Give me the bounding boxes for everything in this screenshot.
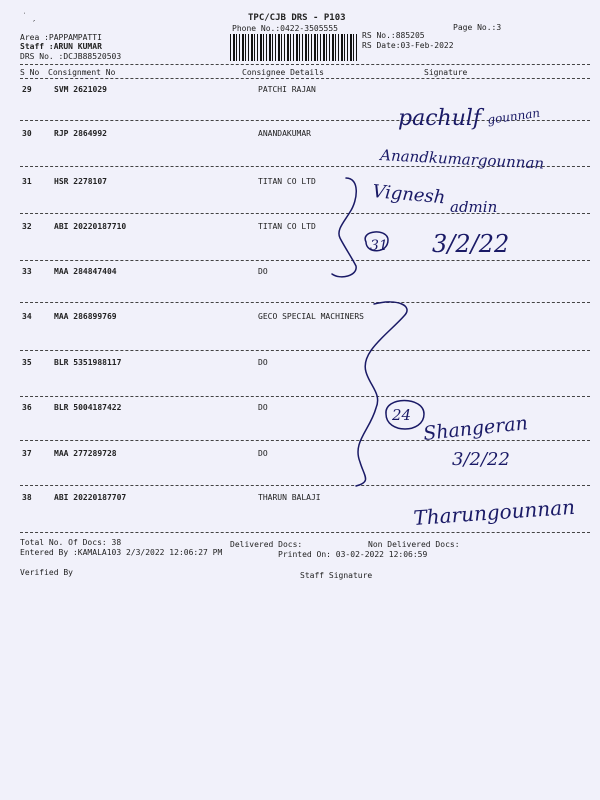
- circle-32: [365, 232, 388, 251]
- sig-32-date: 3/2/22: [432, 230, 510, 258]
- row-divider: [20, 213, 590, 214]
- row-consignee: GECO SPECIAL MACHINERS: [258, 312, 364, 321]
- row-sno: 29: [22, 85, 32, 94]
- row-divider: [20, 260, 590, 261]
- row-sno: 30: [22, 129, 32, 138]
- sig-29a: pachulf: [398, 106, 482, 131]
- header-rule-bottom: [20, 78, 590, 79]
- row-consignment: HSR 2278107: [54, 177, 107, 186]
- area-label: Area :PAPPAMPATTI: [20, 33, 102, 42]
- row-consignee: DO: [258, 267, 268, 276]
- row-divider: [20, 350, 590, 351]
- row-consignee: DO: [258, 358, 268, 367]
- row-divider: [20, 166, 590, 167]
- non-delivered-docs: Non Delivered Docs:: [368, 540, 460, 549]
- row-consignee: DO: [258, 403, 268, 412]
- row-divider: [20, 396, 590, 397]
- header-rule: [20, 64, 590, 65]
- row-divider: [20, 485, 590, 486]
- entered-by: Entered By :KAMALA103 2/3/2022 12:06:27 PM: [20, 548, 223, 557]
- row-sno: 33: [22, 267, 32, 276]
- row-consignment: MAA 286899769: [54, 312, 117, 321]
- printed-on: Printed On: 03-02-2022 12:06:59: [278, 550, 428, 559]
- row-sno: 37: [22, 449, 32, 458]
- col-sno: S No: [20, 68, 40, 77]
- col-consignee: Consignee Details: [242, 68, 324, 77]
- sig-30: Anandkumargounnan: [379, 146, 545, 173]
- row-consignment: MAA 277289728: [54, 449, 117, 458]
- circle-36: [386, 401, 424, 430]
- row-consignee: TITAN CO LTD: [258, 177, 316, 186]
- row-consignee: THARUN BALAJI: [258, 493, 321, 502]
- row-sno: 38: [22, 493, 32, 502]
- sig-36-date: 3/2/22: [452, 449, 510, 470]
- row-consignment: MAA 284847404: [54, 267, 117, 276]
- row-sno: 31: [22, 177, 32, 186]
- page-number: Page No.:3: [453, 23, 502, 32]
- verified-by: Verified By: [20, 568, 73, 577]
- report-title: TPC/CJB DRS - P103: [248, 13, 346, 23]
- row-consignee: TITAN CO LTD: [258, 222, 316, 231]
- row-consignment: ABI 20220187707: [54, 493, 127, 502]
- barcode: [230, 34, 358, 61]
- corner-mark: ˙ ˏ: [22, 12, 37, 21]
- rs-date: RS Date:03-Feb-2022: [362, 41, 454, 50]
- col-signature: Signature: [424, 68, 468, 77]
- row-divider: [20, 120, 590, 121]
- staff-signature-label: Staff Signature: [300, 571, 373, 580]
- col-consignment: Consignment No: [48, 68, 116, 77]
- row-consignee: DO: [258, 449, 268, 458]
- row-consignee: ANANDAKUMAR: [258, 129, 311, 138]
- row-consignment: ABI 20220187710: [54, 222, 127, 231]
- drs-number: DRS No. :DCJB88520503: [20, 52, 122, 61]
- sig-38: Tharungounnan: [412, 494, 576, 530]
- row-consignment: RJP 2864992: [54, 129, 107, 138]
- sig-31b: admin: [450, 198, 498, 216]
- sig-36-num: 24: [392, 406, 412, 424]
- row-consignment: BLR 5351988117: [54, 358, 122, 367]
- phone-number: Phone No.:0422-3505555: [232, 24, 338, 33]
- delivered-docs: Delivered Docs:: [230, 540, 303, 549]
- row-consignment: SVM 2621029: [54, 85, 107, 94]
- row-sno: 32: [22, 222, 32, 231]
- sig-29b: gounnan: [486, 105, 541, 127]
- rs-number: RS No.:885205: [362, 31, 425, 40]
- sig-36-name: Shangeran: [422, 412, 529, 445]
- total-docs: Total No. Of Docs: 38: [20, 538, 122, 547]
- row-sno: 36: [22, 403, 32, 412]
- sig-32-num: 31: [370, 238, 388, 254]
- row-divider: [20, 302, 590, 303]
- row-divider: [20, 532, 590, 533]
- sig-31a: Vignesh: [371, 181, 447, 209]
- brace-31-32: [332, 178, 356, 277]
- row-divider: [20, 440, 590, 441]
- row-consignment: BLR 5004187422: [54, 403, 122, 412]
- bracket-33-37: [356, 302, 407, 486]
- row-consignee: PATCHI RAJAN: [258, 85, 316, 94]
- row-sno: 34: [22, 312, 32, 321]
- row-sno: 35: [22, 358, 32, 367]
- staff-label: Staff :ARUN KUMAR: [20, 42, 102, 51]
